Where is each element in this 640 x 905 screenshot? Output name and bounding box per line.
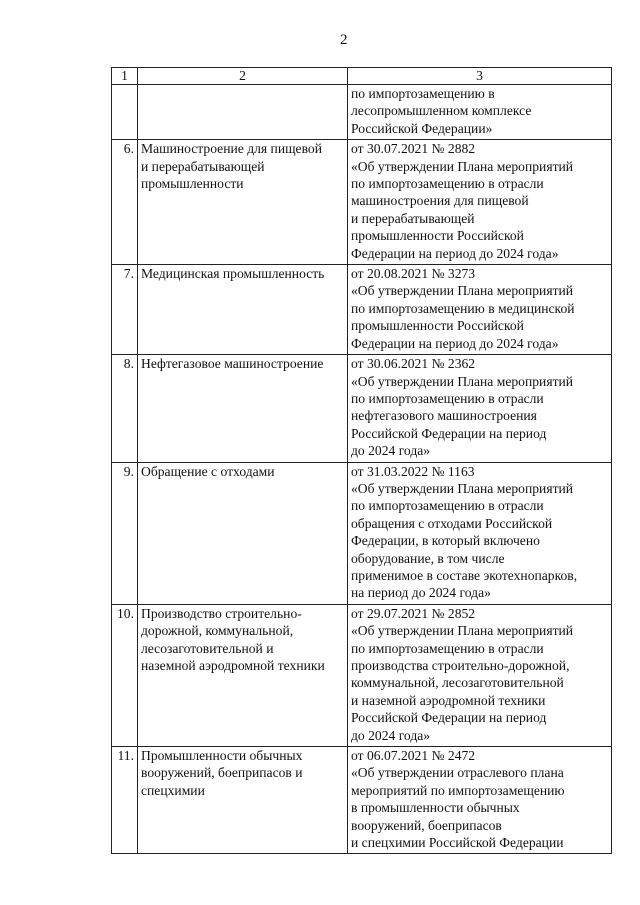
document-title-line: «Об утверждении Плана мероприятий xyxy=(351,623,574,639)
document-reference: от 30.07.2021 № 2882 xyxy=(351,141,476,157)
document-title-line: и наземной аэродромной техники xyxy=(351,692,546,708)
document-title-line: Федерации на период до 2024 года» xyxy=(351,335,559,351)
document-title-line: в промышленности обычных xyxy=(351,800,520,816)
industry-line: Нефтегазовое машиностроение xyxy=(141,356,324,372)
industry-line: Обращение с отходами xyxy=(141,463,275,479)
document-title-line: оборудование, в том числе xyxy=(351,550,505,566)
document-cell xyxy=(348,462,612,604)
document-reference: от 20.08.2021 № 3273 xyxy=(351,266,476,282)
table-row xyxy=(112,265,612,355)
page-number: 2 xyxy=(340,32,348,48)
industry-cell xyxy=(138,265,348,355)
document-cell xyxy=(348,140,612,265)
continuation-row xyxy=(112,85,612,140)
industry-line: Производство строительно- xyxy=(141,605,302,621)
table-row xyxy=(112,747,612,854)
document-title-line: по импортозамещению в медицинской xyxy=(351,300,575,316)
industry-cell xyxy=(138,462,348,604)
document-title-line: производства строительно-дорожной, xyxy=(351,658,570,673)
import-substitution-table xyxy=(111,67,612,854)
industry-line: спецхимии xyxy=(141,782,205,798)
document-title-line: по импортозамещению в отрасли xyxy=(351,390,544,406)
document-title-line: по импортозамещению в отрасли xyxy=(351,498,544,514)
document-title-line: и перерабатывающей xyxy=(351,210,475,226)
document-title-line: Российской Федерации на период xyxy=(351,425,547,441)
industry-line: вооружений, боеприпасов и xyxy=(141,765,303,781)
header-col-3: 3 xyxy=(348,68,612,85)
document-cell xyxy=(348,265,612,355)
document-title-line: по импортозамещению в отрасли xyxy=(351,640,544,656)
document-cell xyxy=(348,747,612,854)
continuation-industry-cell xyxy=(138,85,348,140)
document-title-line: «Об утверждении Плана мероприятий xyxy=(351,373,574,389)
document-cell xyxy=(348,604,612,746)
document-title-line: Федерации на период до 2024 года» xyxy=(351,245,559,261)
table-row xyxy=(112,140,612,265)
document-title-line: до 2024 года» xyxy=(351,727,431,743)
industry-cell xyxy=(138,355,348,462)
industry-cell xyxy=(138,604,348,746)
row-number: 9. xyxy=(112,462,138,604)
document-title-line: «Об утверждении Плана мероприятий xyxy=(351,158,574,174)
industry-line: наземной аэродромной техники xyxy=(141,658,325,673)
industry-line: Медицинская промышленность xyxy=(141,266,325,282)
continuation-line: Российской Федерации» xyxy=(351,120,493,136)
document-title-line: на период до 2024 года» xyxy=(351,585,491,601)
header-col-1: 1 xyxy=(112,68,138,85)
row-number: 8. xyxy=(112,355,138,462)
document-title-line: промышленности Российской xyxy=(351,228,524,244)
row-number: 10. xyxy=(112,604,138,746)
document-reference: от 30.06.2021 № 2362 xyxy=(351,356,476,372)
document-title-line: нефтегазового машиностроения xyxy=(351,408,537,424)
document-title-line: Российской Федерации на период xyxy=(351,710,547,726)
document-title-line: применимое в составе экотехнопарков, xyxy=(351,567,578,583)
industry-line: лесозаготовительной и xyxy=(141,640,274,656)
table-row xyxy=(112,355,612,462)
industry-line: промышленности xyxy=(141,176,244,192)
document-cell xyxy=(348,355,612,462)
row-number: 11. xyxy=(112,747,138,854)
document-title-line: до 2024 года» xyxy=(351,443,431,459)
industry-cell xyxy=(138,747,348,854)
continuation-line: по импортозамещению в xyxy=(351,86,495,101)
document-title-line: по импортозамещению в отрасли xyxy=(351,176,544,192)
document-reference: от 06.07.2021 № 2472 xyxy=(351,748,476,764)
document-reference: от 31.03.2022 № 1163 xyxy=(351,463,475,479)
document-title-line: и спецхимии Российской Федерации xyxy=(351,835,564,851)
table-row xyxy=(112,462,612,604)
document-title-line: коммунальной, лесозаготовительной xyxy=(351,675,564,691)
industry-cell xyxy=(138,140,348,265)
document-reference: от 29.07.2021 № 2852 xyxy=(351,605,476,621)
document-title-line: вооружений, боеприпасов xyxy=(351,817,502,833)
industry-line: дорожной, коммунальной, xyxy=(141,623,294,639)
document-title-line: промышленности Российской xyxy=(351,318,524,334)
continuation-line: лесопромышленном комплексе xyxy=(351,103,532,119)
continuation-doc-cell xyxy=(348,85,612,140)
document-title-line: «Об утверждении отраслевого плана xyxy=(351,765,564,781)
table-row xyxy=(112,604,612,746)
document-title-line: машиностроения для пищевой xyxy=(351,193,529,209)
table-header-row xyxy=(112,68,612,85)
row-number: 7. xyxy=(112,265,138,355)
industry-line: Машиностроение для пищевой xyxy=(141,141,322,157)
document-title-line: обращения с отходами Российской xyxy=(351,515,553,531)
continuation-num-cell xyxy=(112,85,138,140)
document-title-line: «Об утверждении Плана мероприятий xyxy=(351,283,574,299)
industry-line: Промышленности обычных xyxy=(141,748,303,764)
document-title-line: мероприятий по импортозамещению xyxy=(351,782,565,798)
row-number: 6. xyxy=(112,140,138,265)
industry-line: и перерабатывающей xyxy=(141,158,265,174)
header-col-2: 2 xyxy=(138,68,348,85)
document-title-line: Федерации, в который включено xyxy=(351,533,540,549)
document-title-line: «Об утверждении Плана мероприятий xyxy=(351,480,574,496)
